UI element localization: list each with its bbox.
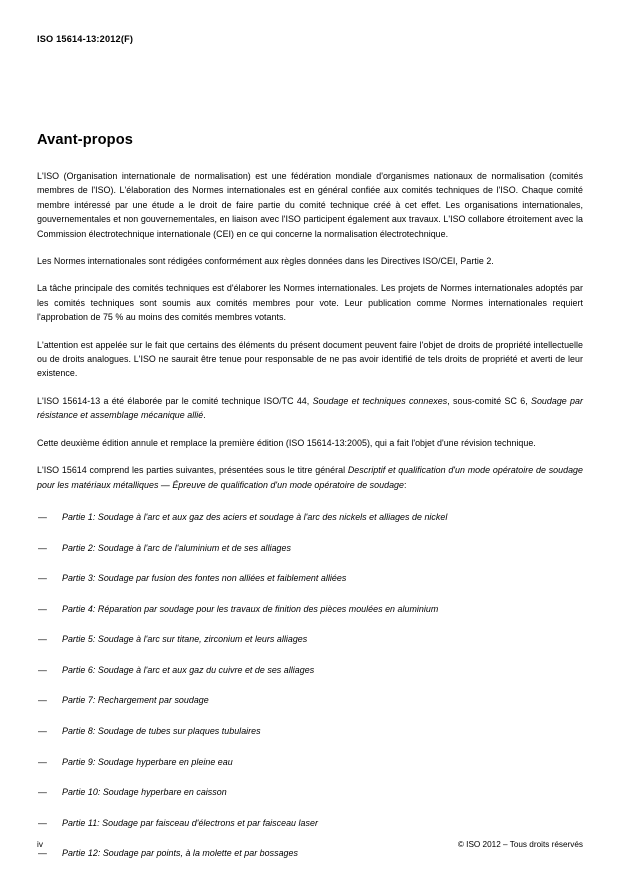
page-footer bbox=[37, 838, 583, 852]
list-item bbox=[37, 724, 583, 738]
text-run: L'attention est appelée sur le fait que certains des éléments du présent document peuvent faire l'objet de droits de propriété intellectuelle ou de droits analogues. L'ISO ne saurait être tenue pour responsable de ne pas avoir identifié de tels droits de propriété et averti de leur existence. bbox=[37, 339, 583, 379]
italic-title-run: Descriptif et qualification d'un mode opératoire de soudage pour les matériaux métalliques — Épreuve de qualification d'un mode opératoire de soudage bbox=[37, 465, 583, 490]
list-item-label: Partie 11: Soudage par faisceau d'électrons et par faisceau laser bbox=[62, 817, 318, 828]
list-item-label: Partie 8: Soudage de tubes sur plaques tubulaires bbox=[62, 726, 261, 737]
em-dash-bullet-icon: — bbox=[38, 603, 47, 614]
em-dash-bullet-icon: — bbox=[38, 511, 47, 522]
paragraph-series-intro bbox=[37, 463, 583, 492]
standard-parts-list bbox=[37, 510, 583, 861]
text-run: L'ISO (Organisation internationale de normalisation) est une fédération mondiale d'organismes nationaux de normalisation (comités membres de l'ISO). L'élaboration des Normes internationales est en général confiée aux comités techniques de l'ISO. Chaque comité membre intéressé par une étude a le droit de faire partie du comité technique créé à cet effet. Les organisations internationales, gouvernementales et non gouvernementales, en liaison avec l'ISO participent également aux travaux. L'ISO collabore étroitement avec la Commission électrotechnique internationale (CEI) en ce qui concerne la normalisation électrotechnique. bbox=[37, 171, 583, 239]
list-item bbox=[37, 816, 583, 830]
running-header: ISO 15614-13:2012(F) bbox=[37, 34, 134, 44]
foreword-section bbox=[37, 131, 583, 877]
page-title: Avant-propos bbox=[37, 132, 134, 148]
em-dash-bullet-icon: — bbox=[38, 817, 47, 828]
list-item bbox=[37, 693, 583, 707]
em-dash-bullet-icon: — bbox=[38, 695, 47, 706]
page-number: iv bbox=[37, 840, 43, 849]
paragraph-task-of-committees bbox=[37, 281, 583, 324]
list-item-label: Partie 5: Soudage à l'arc sur titane, zirconium et leurs alliages bbox=[62, 634, 308, 645]
text-run: Cette deuxième édition annule et remplace la première édition (ISO 15614-13:2005), qui a fait l'objet d'une révision technique. bbox=[37, 437, 536, 448]
em-dash-bullet-icon: — bbox=[38, 756, 47, 767]
text-run: , sous-comité SC 6, bbox=[447, 395, 531, 406]
list-item bbox=[37, 602, 583, 616]
list-item-label: Partie 1: Soudage à l'arc et aux gaz des aciers et soudage à l'arc des nickels et alliages de nickel bbox=[62, 511, 448, 522]
list-item-label: Partie 4: Réparation par soudage pour les travaux de finition des pièces moulées en aluminium bbox=[62, 603, 439, 614]
em-dash-bullet-icon: — bbox=[38, 542, 47, 553]
paragraph-second-edition bbox=[37, 436, 583, 450]
text-run: La tâche principale des comités techniques est d'élaborer les Normes internationales. Les projets de Normes internationales adoptés par les comités techniques sont soumis aux comités membres pour vote. Leur publication comme Normes internationales requiert l'approbation de 75 % au moins des comités membres votants. bbox=[37, 283, 583, 323]
list-item bbox=[37, 571, 583, 585]
paragraph-container bbox=[37, 169, 583, 492]
list-item bbox=[37, 755, 583, 769]
list-item-label: Partie 2: Soudage à l'arc de l'aluminium et de ses alliages bbox=[62, 542, 291, 553]
list-item-label: Partie 10: Soudage hyperbare en caisson bbox=[62, 787, 227, 798]
list-item bbox=[37, 510, 583, 524]
paragraph-iso-definition bbox=[37, 169, 583, 241]
italic-title-run: Soudage par résistance et assemblage mécanique allié bbox=[37, 395, 583, 421]
paragraph-committee-origin bbox=[37, 394, 583, 423]
text-run: L'ISO 15614 comprend les parties suivantes, présentées sous le titre général bbox=[37, 465, 348, 476]
text-run: : bbox=[404, 479, 407, 490]
list-item-label: Partie 9: Soudage hyperbare en pleine eau bbox=[62, 756, 233, 767]
list-item bbox=[37, 785, 583, 799]
italic-title-run: Soudage et techniques connexes bbox=[312, 395, 448, 406]
list-item-label: Partie 7: Rechargement par soudage bbox=[62, 695, 209, 706]
paragraph-patent-rights bbox=[37, 338, 583, 381]
em-dash-bullet-icon: — bbox=[38, 634, 47, 645]
paragraph-directives bbox=[37, 254, 583, 268]
em-dash-bullet-icon: — bbox=[38, 787, 47, 798]
list-item bbox=[37, 541, 583, 555]
em-dash-bullet-icon: — bbox=[38, 726, 47, 737]
em-dash-bullet-icon: — bbox=[38, 848, 47, 859]
list-item bbox=[37, 632, 583, 646]
text-run: . bbox=[203, 410, 206, 421]
list-item bbox=[37, 663, 583, 677]
copyright-notice: © ISO 2012 – Tous droits réservés bbox=[457, 840, 583, 849]
list-item-label: Partie 6: Soudage à l'arc et aux gaz du cuivre et de ses alliages bbox=[62, 664, 315, 675]
list-item-label: Partie 3: Soudage par fusion des fontes non alliées et faiblement alliées bbox=[62, 573, 347, 584]
em-dash-bullet-icon: — bbox=[38, 664, 47, 675]
list-item-label: Partie 12: Soudage par points, à la molette et par bossages bbox=[62, 848, 298, 859]
em-dash-bullet-icon: — bbox=[38, 573, 47, 584]
text-run: L'ISO 15614-13 a été élaborée par le comité technique ISO/TC 44, bbox=[37, 395, 313, 406]
text-run: Les Normes internationales sont rédigées conformément aux règles données dans les Directives ISO/CEI, Partie 2. bbox=[37, 256, 494, 267]
